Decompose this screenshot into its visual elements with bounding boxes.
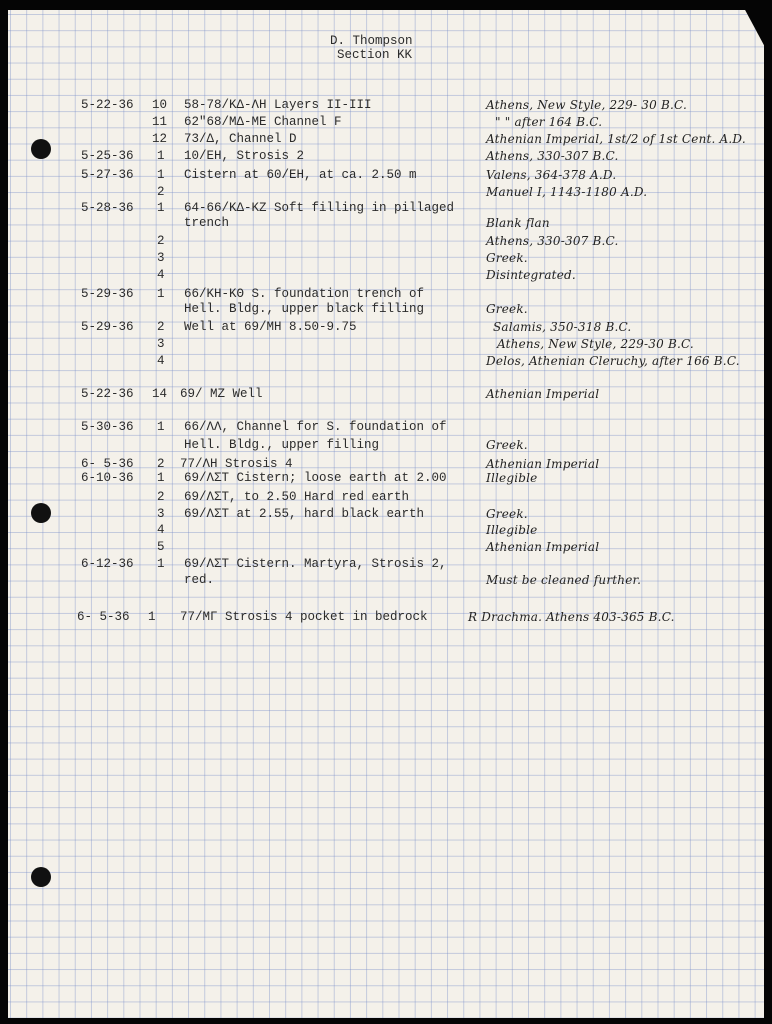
binder-hole: [31, 503, 51, 523]
binder-hole: [31, 867, 51, 887]
coin-identification-note: Athens, New Style, 229- 30 B.C.: [486, 98, 687, 112]
entry-description: Well at 69/MH 8.50-9.75: [184, 320, 357, 334]
entry-date: 5-28-36: [81, 201, 134, 215]
entry-description: 66/KH-KΘ S. foundation trench of: [184, 287, 425, 301]
entry-description: 77/MΓ Strosis 4 pocket in bedrock: [180, 610, 428, 624]
coin-identification-note: Greek.: [486, 302, 528, 316]
entry-description: 69/ΛΣT Cistern; loose earth at 2.00: [184, 471, 447, 485]
coin-identification-note: Athenian Imperial: [486, 457, 600, 471]
coin-identification-note: Valens, 364-378 A.D.: [486, 168, 617, 182]
entry-number: 1: [157, 420, 165, 434]
section-title: Section KK: [337, 48, 413, 62]
entry-description: 69/ MZ Well: [180, 387, 263, 401]
coin-identification-note: Athenian Imperial: [486, 387, 600, 401]
entry-number: 14: [152, 387, 168, 401]
entry-description: 64-66/KΔ-KZ Soft filling in pillaged: [184, 201, 455, 215]
entry-number: 2: [157, 185, 165, 199]
entry-date: 5-27-36: [81, 168, 134, 182]
binder-hole: [31, 139, 51, 159]
entry-number: 1: [157, 557, 165, 571]
entry-number: 3: [157, 507, 165, 521]
entry-date: 5-29-36: [81, 320, 134, 334]
entry-number: 1: [148, 610, 156, 624]
entry-date: 5-25-36: [81, 149, 134, 163]
coin-identification-note: Greek.: [486, 251, 528, 265]
entry-number: 2: [157, 320, 165, 334]
entry-number: 11: [152, 115, 168, 129]
coin-identification-note: Salamis, 350-318 B.C.: [493, 320, 632, 334]
coin-identification-note: " " after 164 B.C.: [495, 115, 603, 129]
coin-identification-note: Athens, 330-307 B.C.: [486, 234, 619, 248]
entry-description: Cistern at 60/EH, at ca. 2.50 m: [184, 168, 417, 182]
entry-description: 73/Δ, Channel D: [184, 132, 297, 146]
entry-number: 1: [157, 287, 165, 301]
entry-number: 4: [157, 354, 165, 368]
entry-description: 69/ΛΣT at 2.55, hard black earth: [184, 507, 425, 521]
entry-number: 1: [157, 201, 165, 215]
entry-description: 69/ΛΣT, to 2.50 Hard red earth: [184, 490, 410, 504]
entry-number: 2: [157, 457, 165, 471]
coin-identification-note: Athens, New Style, 229-30 B.C.: [497, 337, 694, 351]
entry-number: 3: [157, 251, 165, 265]
entry-description: 10/EH, Strosis 2: [184, 149, 305, 163]
entry-number: 1: [157, 471, 165, 485]
entry-description: 62"68/MΔ-ME Channel F: [184, 115, 342, 129]
coin-identification-note: Must be cleaned further.: [486, 573, 642, 587]
entry-date: 5-29-36: [81, 287, 134, 301]
entry-number: 12: [152, 132, 168, 146]
entry-description: red.: [184, 573, 215, 587]
coin-identification-note: Greek.: [486, 438, 528, 452]
entry-number: 10: [152, 98, 168, 112]
entry-date: 5-30-36: [81, 420, 134, 434]
coin-identification-note: Delos, Athenian Cleruchy, after 166 B.C.: [486, 354, 740, 368]
entry-description: Hell. Bldg., upper filling: [184, 438, 380, 452]
entry-number: 2: [157, 490, 165, 504]
coin-identification-note: Blank flan: [486, 216, 550, 230]
entry-description: 77/ΛH Strosis 4: [180, 457, 293, 471]
entry-number: 4: [157, 523, 165, 537]
coin-identification-note: Athenian Imperial: [486, 540, 600, 554]
coin-identification-note: Athenian Imperial, 1st/2 of 1st Cent. A.D.: [486, 132, 746, 146]
entry-date: 6-12-36: [81, 557, 134, 571]
coin-identification-note: Manuel I, 1143-1180 A.D.: [486, 185, 648, 199]
coin-identification-note: Illegible: [486, 523, 538, 537]
entry-description: 69/ΛΣT Cistern. Martyra, Strosis 2,: [184, 557, 447, 571]
entry-number: 4: [157, 268, 165, 282]
coin-identification-note: Disintegrated.: [486, 268, 576, 282]
entry-date: 5-22-36: [81, 98, 134, 112]
coin-identification-note: Athens, 330-307 B.C.: [486, 149, 619, 163]
entry-description: Hell. Bldg., upper black filling: [184, 302, 425, 316]
entry-date: 5-22-36: [81, 387, 134, 401]
entry-description: trench: [184, 216, 230, 230]
entry-number: 5: [157, 540, 165, 554]
entry-number: 2: [157, 234, 165, 248]
entry-description: 66/ΛΛ, Channel for S. foundation of: [184, 420, 447, 434]
entry-date: 6- 5-36: [77, 610, 130, 624]
entry-date: 6-10-36: [81, 471, 134, 485]
entry-date: 6- 5-36: [81, 457, 134, 471]
author-name: D. Thompson: [330, 34, 413, 48]
entry-number: 1: [157, 149, 165, 163]
entry-number: 1: [157, 168, 165, 182]
coin-identification-note: Illegible: [486, 471, 538, 485]
coin-identification-note: Greek.: [486, 507, 528, 521]
entry-number: 3: [157, 337, 165, 351]
coin-identification-note: R Drachma. Athens 403-365 B.C.: [468, 610, 675, 624]
entry-description: 58-78/KΔ-ΛH Layers II-III: [184, 98, 372, 112]
